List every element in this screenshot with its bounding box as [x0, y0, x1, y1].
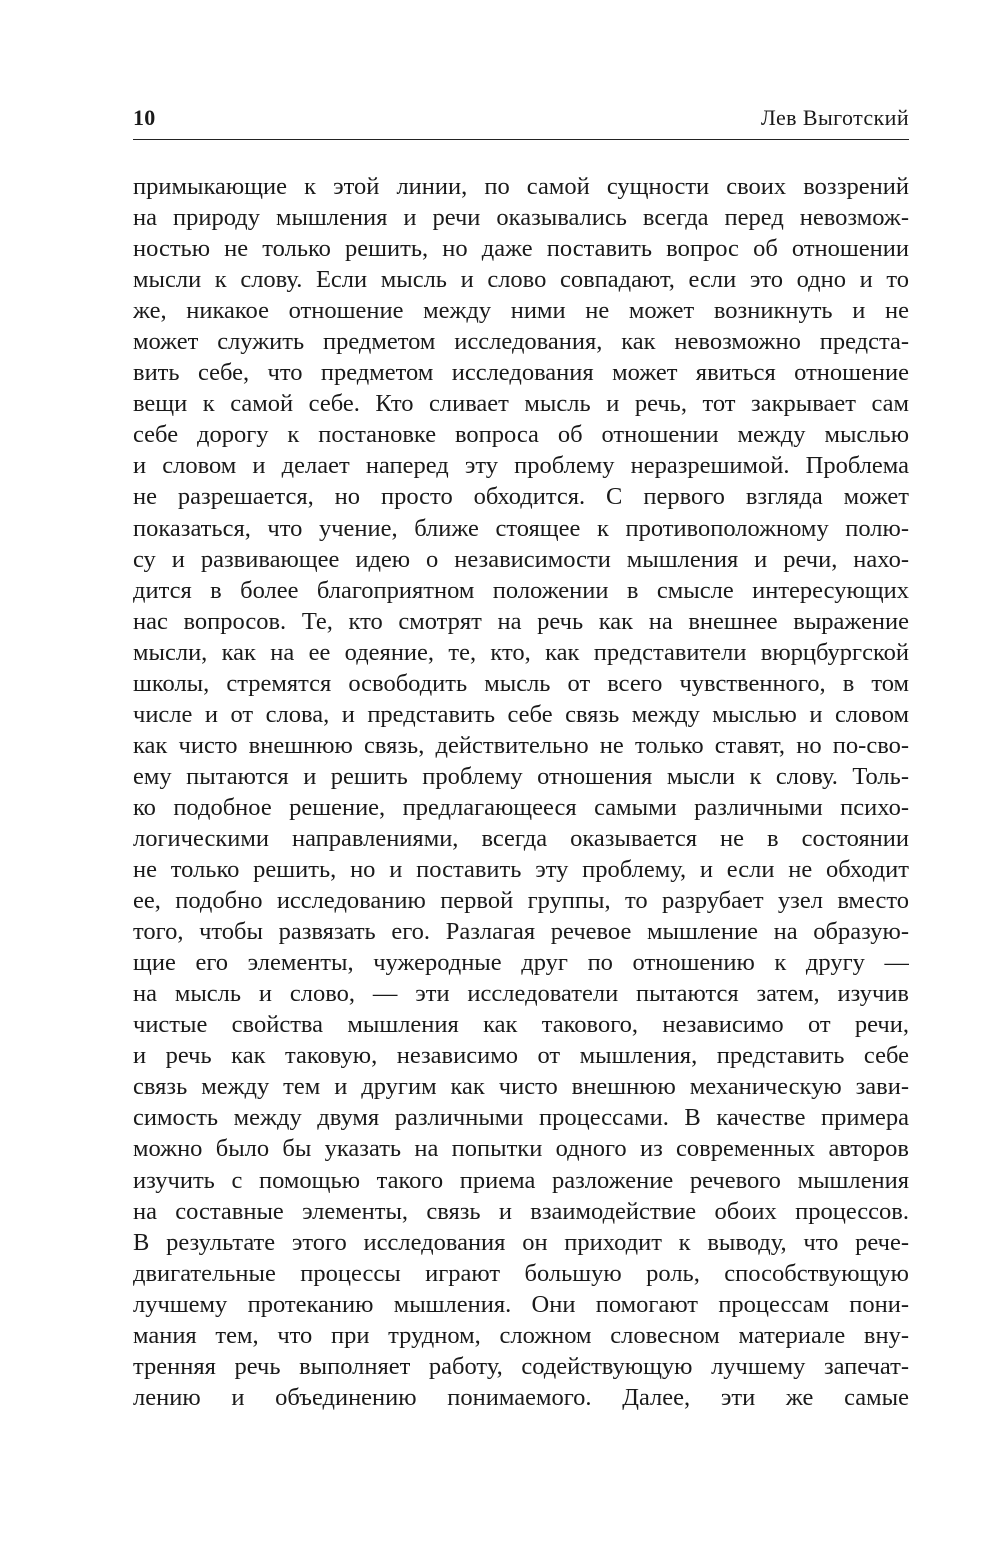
text-line: чистые свойства мышления как такового, независимо от речи,	[133, 1011, 909, 1039]
text-line: связь между тем и другим как чисто внешнюю механическую зави-	[133, 1073, 909, 1101]
text-line: вещи к самой себе. Кто сливает мысль и речь, тот закрывает сам	[133, 390, 909, 418]
text-line: мысли, как на ее одеяние, те, кто, как представители вюрцбургской	[133, 638, 909, 666]
text-line: мысли к слову. Если мысль и слово совпадают, если это одно и то	[133, 266, 909, 294]
text-line: числе и от слова, и представить себе связь между мыслью и словом	[133, 700, 909, 728]
text-line: лению и объединению понимаемого. Далее, эти же самые	[133, 1383, 909, 1411]
text-line: су и развивающее идею о независимости мышления и речи, нахо-	[133, 545, 909, 573]
text-line: на мысль и слово, — эти исследователи пытаются затем, изучив	[133, 980, 909, 1008]
body-text	[133, 171, 909, 1413]
text-line: же, никакое отношение между ними не может возникнуть и не	[133, 297, 909, 325]
text-line: нас вопросов. Те, кто смотрят на речь как на внешнее выражение	[133, 607, 909, 635]
text-line: на составные элементы, связь и взаимодействие обоих процессов.	[133, 1197, 909, 1225]
running-head	[133, 103, 909, 140]
text-line: примыкающие к этой линии, по самой сущности своих воззрений	[133, 173, 909, 200]
text-line: тренняя речь выполняет работу, содействующую лучшему запечат-	[133, 1352, 909, 1380]
text-line: ее, подобно исследованию первой группы, то разрубает узел вместо	[133, 887, 909, 915]
text-line: щие его элементы, чужеродные друг по отношению к другу —	[133, 949, 909, 977]
text-line: ностью не только решить, но даже поставить вопрос об отношении	[133, 235, 909, 263]
text-line: ему пытаются и решить проблему отношения мысли к слову. Толь-	[133, 762, 909, 790]
text-line: показаться, что учение, ближе стоящее к противоположному полю-	[133, 514, 909, 542]
text-line: школы, стремятся освободить мысль от всего чувственного, в том	[133, 669, 909, 697]
text-line: и словом и делает наперед эту проблему неразрешимой. Проблема	[133, 452, 909, 480]
text-line: лучшему протеканию мышления. Они помогают процессам пони-	[133, 1290, 909, 1318]
text-line: того, чтобы развязать его. Разлагая речевое мышление на образую-	[133, 918, 909, 946]
text-line: симость между двумя различными процессами. В качестве примера	[133, 1104, 909, 1132]
text-line: на природу мышления и речи оказывались всегда перед невозмож-	[133, 204, 909, 232]
text-line: и речь как таковую, независимо от мышления, представить себе	[133, 1042, 909, 1070]
text-line: вить себе, что предметом исследования может явиться отношение	[133, 359, 909, 387]
page-number: 10	[133, 105, 156, 130]
text-line: мания тем, что при трудном, сложном словесном материале вну-	[133, 1321, 909, 1349]
text-line: себе дорогу к постановке вопроса об отношении между мыслью	[133, 421, 909, 449]
text-line: изучить с помощью такого приема разложение речевого мышления	[133, 1166, 909, 1194]
text-line: не разрешается, но просто обходится. С первого взгляда может	[133, 483, 909, 511]
text-line: дится в более благоприятном положении в смысле интересующих	[133, 576, 909, 604]
text-line: ко подобное решение, предлагающееся самыми различными психо-	[133, 793, 909, 821]
text-line: может служить предметом исследования, как невозможно предста-	[133, 328, 909, 356]
text-line: двигательные процессы играют большую роль, способствующую	[133, 1259, 909, 1287]
text-line: логическими направлениями, всегда оказывается не в состоянии	[133, 824, 909, 852]
text-line: как чисто внешнюю связь, действительно не только ставят, но по-сво-	[133, 731, 909, 759]
text-line: не только решить, но и поставить эту проблему, и если не обходит	[133, 856, 909, 884]
text-line: В результате этого исследования он приходит к выводу, что рече-	[133, 1228, 909, 1256]
running-title: Лев Выготский	[760, 105, 909, 130]
text-line: можно было бы указать на попытки одного из современных авторов	[133, 1135, 909, 1163]
